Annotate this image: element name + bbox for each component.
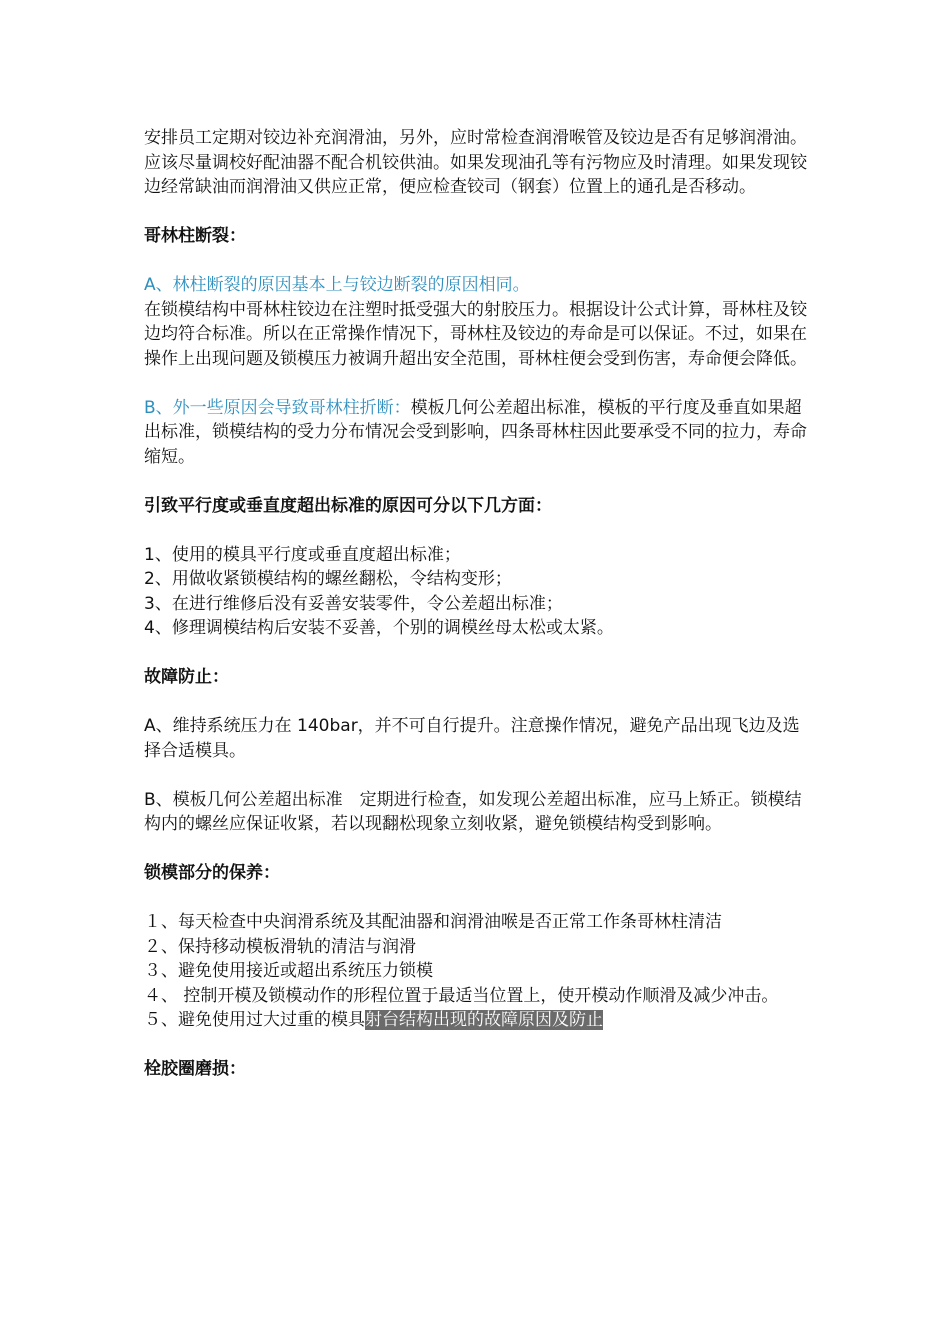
heading-tie-bar-fracture: 哥林柱断裂： xyxy=(144,226,246,246)
prevention-b-paragraph: B、模板几何公差超出标准 定期进行检查，如发现公差超出标准，应马上矫正。锁模结构内的螺丝应保证收紧，若以现翻松现象立刻收紧，避免锁模结构受到影响。 xyxy=(144,789,802,834)
list-item: 4、修理调模结构后安装不妥善，个别的调模丝母太松或太紧。 xyxy=(144,618,614,638)
list-item: １、每天检查中央润滑系统及其配油器和润滑油喉是否正常工作条哥林柱清洁 xyxy=(144,912,722,932)
heading-fault-prevention: 故障防止： xyxy=(144,667,229,687)
list-item-with-highlight xyxy=(144,1008,812,1033)
heading-seal-ring-wear: 栓胶圈磨损： xyxy=(144,1059,246,1079)
cause-b-label: B、外一些原因会导致哥林柱折断： xyxy=(144,397,411,418)
cause-a-label: A、林柱断裂的原因基本上与铰边断裂的原因相同。 xyxy=(144,275,530,295)
list-item: ４、 控制开模及锁模动作的形程位置于最适当位置上，使开模动作顺滑及减少冲击。 xyxy=(144,985,779,1006)
heading-parallelism-causes: 引致平行度或垂直度超出标准的原因可分以下几方面： xyxy=(144,495,552,516)
intro-paragraph: 安排员工定期对铰边补充润滑油，另外，应时常检查润滑喉管及铰边是否有足够润滑油。应该尽量调校好配油器不配合机铰供油。如果发现油孔等有污物应及时清理。如果发现铰边经常缺油而润滑油又供应正常，便应检查铰司（钢套）位置上的通孔是否移动。 xyxy=(144,128,807,197)
list-item: ２、保持移动模板滑轨的清洁与润滑 xyxy=(144,936,416,957)
list-item: 1、使用的模具平行度或垂直度超出标准； xyxy=(144,544,461,565)
list-item-text: ５、避免使用过大过重的模具 xyxy=(144,1010,365,1030)
prevention-a-paragraph: A、维持系统压力在 140bar，并不可自行提升。注意操作情况，避免产品出现飞边及选择合适模具。 xyxy=(144,716,800,761)
cause-a-paragraph: 在锁模结构中哥林柱铰边在注塑时抵受强大的射胶压力。根据设计公式计算，哥林柱及铰边均符合标准。所以在正常操作情况下，哥林柱及铰边的寿命是可以保证。不过，如果在操作上出现问题及锁模压力被调升超出安全范围，哥林柱便会受到伤害，寿命便会降低。 xyxy=(144,299,807,369)
cause-b-paragraph xyxy=(144,396,812,470)
list-item: 3、在进行维修后没有妥善安装零件，令公差超出标准； xyxy=(144,593,563,614)
highlighted-title: 射台结构出现的故障原因及防止 xyxy=(365,1010,603,1030)
list-item: 2、用做收紧锁模结构的螺丝翻松，令结构变形； xyxy=(144,569,512,589)
list-item: ３、避免使用接近或超出系统压力锁模 xyxy=(144,961,433,981)
heading-clamping-maintenance: 锁模部分的保养： xyxy=(144,863,280,883)
cause-b-text: 模板几何公差超出标准，模板的平行度及垂直如果超出标准，锁模结构的受力分布情况会受到影响，四条哥林柱因此要承受不同的拉力，寿命缩短。 xyxy=(144,397,807,467)
document-body xyxy=(144,126,812,1082)
